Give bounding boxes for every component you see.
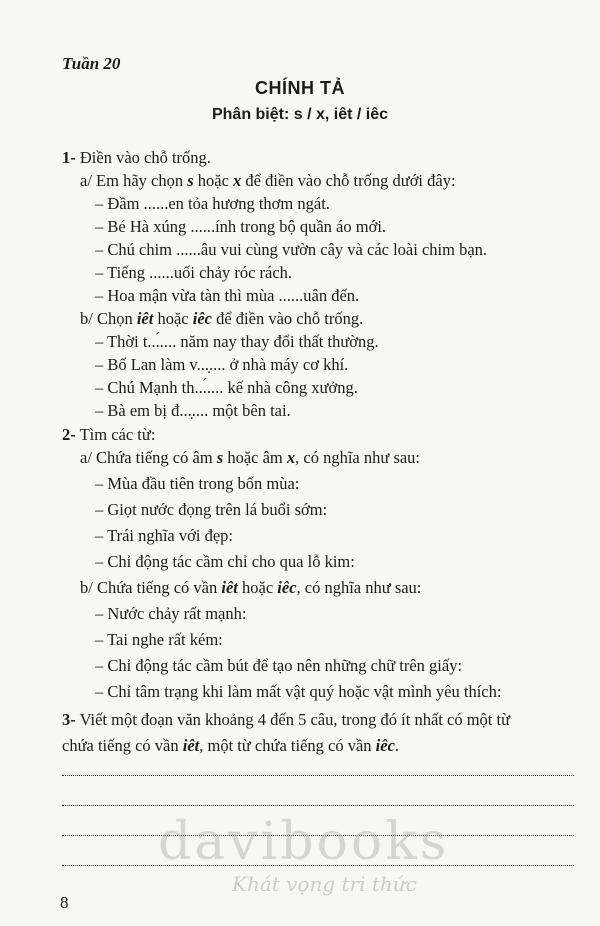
exercise-1-heading: 1- Điền vào chỗ trống. <box>62 148 211 167</box>
exercise-2b-item: – Tai nghe rất kém: <box>95 630 223 649</box>
exercise-1b-item: – Bà em bị đ...̣.... một bên tai. <box>95 401 291 420</box>
watermark-brand: davibooks <box>158 812 450 872</box>
exercise-2a-item: – Chỉ động tác cầm chỉ cho qua lỗ kim: <box>95 552 355 571</box>
answer-line[interactable] <box>62 775 574 776</box>
answer-line[interactable] <box>62 805 574 806</box>
exercise-3-instruction: chứa tiếng có vần iêt, một từ chứa tiếng có vần iêc. <box>62 736 400 755</box>
exercise-1a-item: – Tiếng ......uối chảy róc rách. <box>95 263 293 282</box>
page-number: 8 <box>60 893 69 912</box>
exercise-2a-item: – Mùa đầu tiên trong bốn mùa: <box>95 474 300 493</box>
exercise-1a-item: – Đầm ......en tỏa hương thơm ngát. <box>95 194 330 213</box>
exercise-2a-item: – Trái nghĩa với đẹp: <box>95 526 233 545</box>
page-subtitle: Phân biệt: s / x, iêt / iêc <box>211 106 389 123</box>
exercise-1b-item: – Thời t...́.... năm nay thay đổi thất thường. <box>95 332 379 351</box>
week-label: Tuần 20 <box>62 54 121 73</box>
exercise-2a-item: – Giọt nước đọng trên lá buổi sớm: <box>95 500 328 519</box>
exercise-2b-item: – Chỉ động tác cầm bút để tạo nên những chữ trên giấy: <box>95 656 463 675</box>
exercise-2b-item: – Nước chảy rất mạnh: <box>95 604 247 623</box>
page-title: CHÍNH TẢ <box>255 78 345 98</box>
watermark-slogan: Khát vọng tri thức <box>232 872 417 896</box>
exercise-1a-instruction: a/ Em hãy chọn s hoặc x để điền vào chỗ trống dưới đây: <box>80 171 456 190</box>
exercise-1b-instruction: b/ Chọn iêt hoặc iêc để điền vào chỗ trống. <box>80 309 364 328</box>
exercise-2a-instruction: a/ Chứa tiếng có âm s hoặc âm x, có nghĩa như sau: <box>80 448 421 467</box>
exercise-1b-item: – Bố Lan làm v...̣.... ở nhà máy cơ khí. <box>95 355 349 374</box>
exercise-2-heading: 2- Tìm các từ: <box>62 425 156 444</box>
exercise-1a-item: – Bé Hà xúng ......ính trong bộ quần áo mới. <box>95 217 387 236</box>
exercise-2b-instruction: b/ Chứa tiếng có vần iêt hoặc iêc, có nghĩa như sau: <box>80 578 422 597</box>
exercise-2b-item: – Chỉ tâm trạng khi làm mất vật quý hoặc vật mình yêu thích: <box>95 682 502 701</box>
exercise-1a-item: – Chú chim ......âu vui cùng vườn cây và các loài chim bạn. <box>95 240 488 259</box>
exercise-3-heading: 3- Viết một đoạn văn khoảng 4 đến 5 câu, trong đó ít nhất có một từ <box>62 710 511 729</box>
exercise-1b-item: – Chú Mạnh th...́.... kế nhà công xưởng. <box>95 378 358 397</box>
exercise-1a-item: – Hoa mận vừa tàn thì mùa ......uân đến. <box>95 286 360 305</box>
